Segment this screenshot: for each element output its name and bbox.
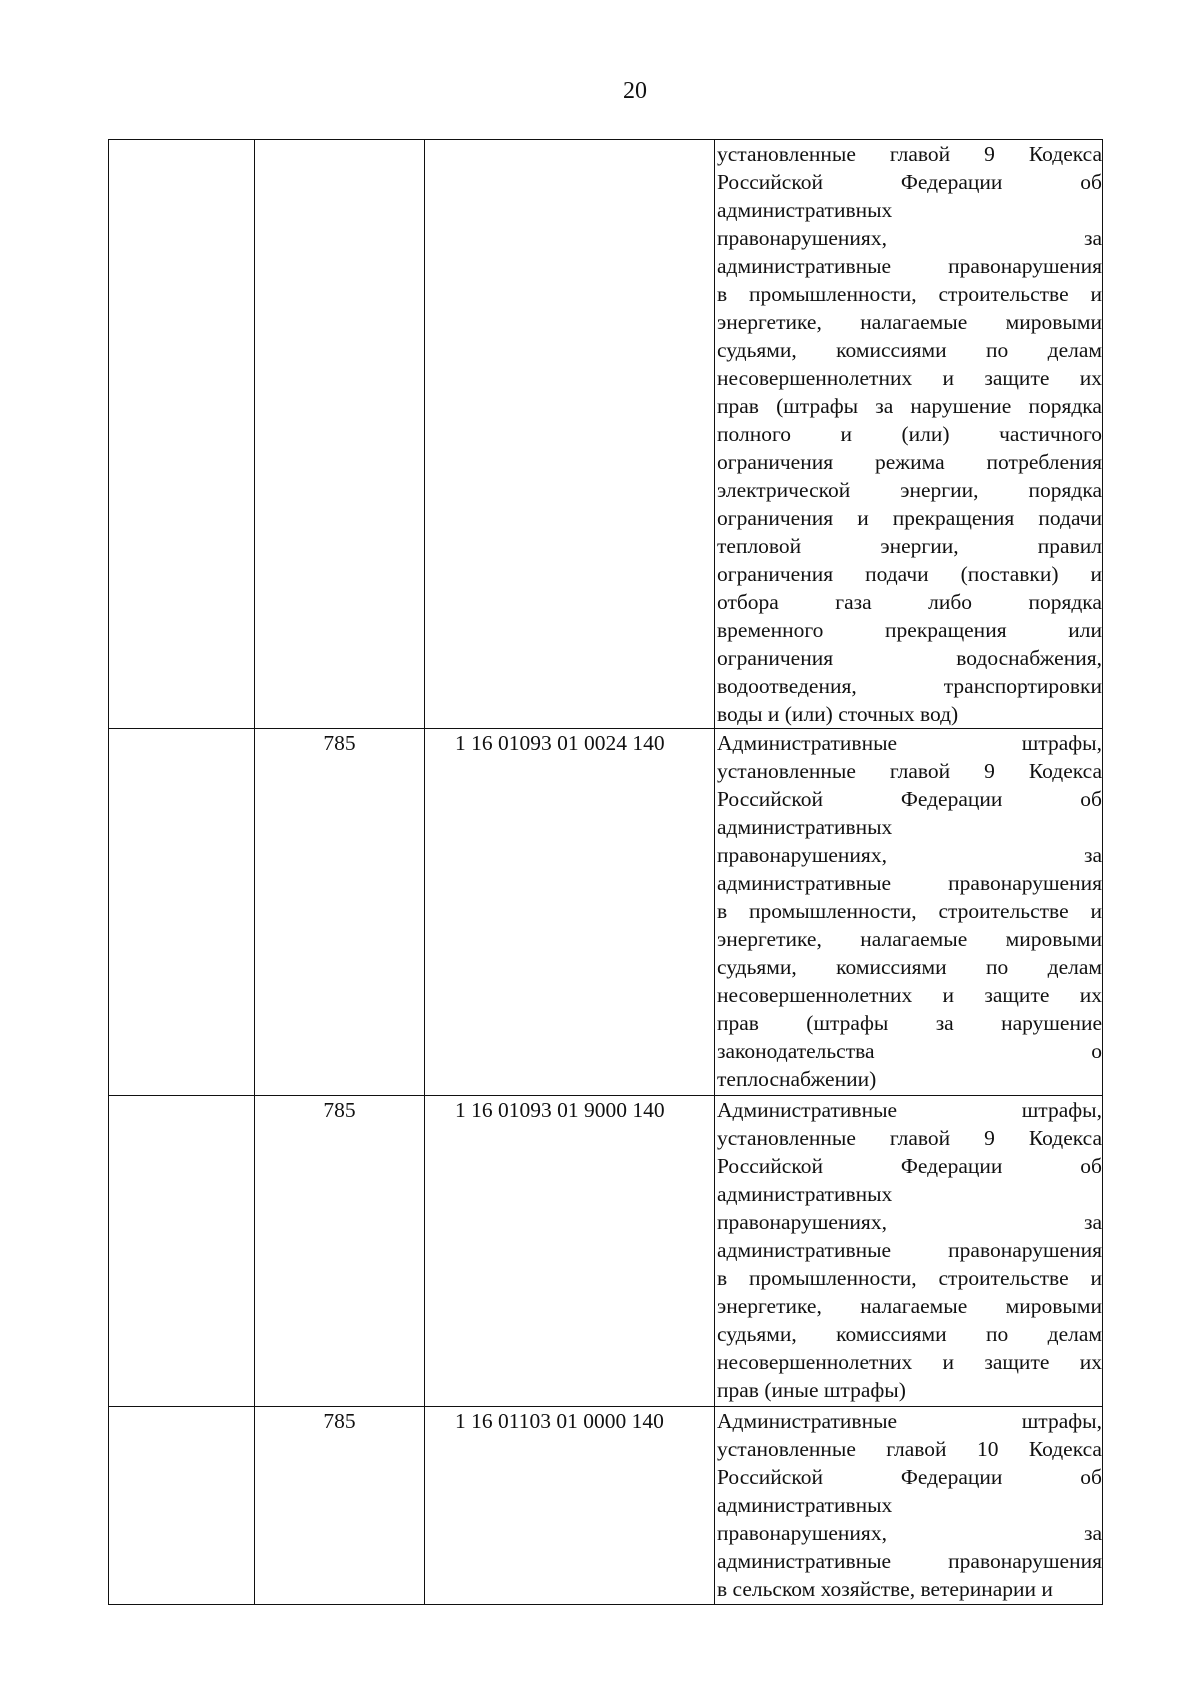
description-line: административные правонарушения — [717, 254, 1102, 278]
description-line: установленные главой 9 Кодекса — [717, 142, 1102, 166]
chapter-code-cell — [255, 140, 425, 729]
description-line: административные правонарушения — [717, 1549, 1102, 1573]
description-cell — [715, 729, 1103, 1096]
description-line: установленные главой 9 Кодекса — [717, 1126, 1102, 1150]
description-line: энергетике, налагаемые мировыми — [717, 1294, 1102, 1318]
description-line: несовершеннолетних и защите их — [717, 366, 1102, 390]
table-body — [109, 140, 1103, 1605]
description-line: воды и (или) сточных вод) — [717, 702, 959, 726]
description-line: Российской Федерации об — [717, 1465, 1102, 1489]
description-line: теплоснабжении) — [717, 1067, 877, 1091]
description-line: правонарушениях, за — [717, 843, 1102, 867]
description-line: Административные штрафы, — [717, 1409, 1102, 1433]
description-line: судьями, комиссиями по делам — [717, 1322, 1102, 1346]
description-line: отбора газа либо порядка — [717, 590, 1102, 614]
page-number: 20 — [623, 78, 647, 104]
description-line: правонарушениях, за — [717, 1210, 1102, 1234]
budget-code-cell — [425, 140, 715, 729]
description-line: прав (иные штрафы) — [717, 1378, 906, 1402]
description-line: прав (штрафы за нарушение — [717, 1011, 1102, 1035]
fines-table — [108, 139, 1103, 1605]
description-line: временного прекращения или — [717, 618, 1102, 642]
description-line: тепловой энергии, правил — [717, 534, 1102, 558]
description-cell — [715, 1407, 1103, 1605]
empty-cell — [109, 1407, 255, 1605]
description-line: электрической энергии, порядка — [717, 478, 1102, 502]
description-line: в промышленности, строительстве и — [717, 282, 1102, 306]
budget-code-cell: 1 16 01093 01 0024 140 — [425, 729, 715, 1096]
table-row — [109, 140, 1103, 729]
description-cell — [715, 1096, 1103, 1407]
description-line: Российской Федерации об — [717, 170, 1102, 194]
description-line: правонарушениях, за — [717, 1521, 1102, 1545]
description-line: в промышленности, строительстве и — [717, 1266, 1102, 1290]
description-line: в промышленности, строительстве и — [717, 899, 1102, 923]
description-line: административных — [717, 1182, 893, 1206]
empty-cell — [109, 729, 255, 1096]
description-line: Административные штрафы, — [717, 1098, 1102, 1122]
description-line: прав (штрафы за нарушение порядка — [717, 394, 1102, 418]
description-line: Российской Федерации об — [717, 787, 1102, 811]
description-line: несовершеннолетних и защите их — [717, 1350, 1102, 1374]
description-line: административных — [717, 1493, 893, 1517]
table-row — [109, 729, 1103, 1096]
table-row — [109, 1407, 1103, 1605]
description-line: энергетике, налагаемые мировыми — [717, 927, 1102, 951]
description-line: законодательства о — [717, 1039, 1102, 1063]
chapter-code-cell: 785 — [255, 729, 425, 1096]
description-line: судьями, комиссиями по делам — [717, 338, 1102, 362]
description-line: полного и (или) частичного — [717, 422, 1102, 446]
description-line: водоотведения, транспортировки — [717, 674, 1102, 698]
empty-cell — [109, 1096, 255, 1407]
empty-cell — [109, 140, 255, 729]
budget-code-cell: 1 16 01103 01 0000 140 — [425, 1407, 715, 1605]
description-line: административные правонарушения — [717, 1238, 1102, 1262]
description-line: административные правонарушения — [717, 871, 1102, 895]
description-cell — [715, 140, 1103, 729]
description-line: установленные главой 9 Кодекса — [717, 759, 1102, 783]
description-line: в сельском хозяйстве, ветеринарии и — [717, 1577, 1053, 1601]
description-line: правонарушениях, за — [717, 226, 1102, 250]
chapter-code-cell: 785 — [255, 1407, 425, 1605]
description-line: административных — [717, 815, 893, 839]
description-line: ограничения водоснабжения, — [717, 646, 1102, 670]
description-line: ограничения и прекращения подачи — [717, 506, 1102, 530]
description-line: административных — [717, 198, 893, 222]
chapter-code-cell: 785 — [255, 1096, 425, 1407]
table-row — [109, 1096, 1103, 1407]
description-line: энергетике, налагаемые мировыми — [717, 310, 1102, 334]
description-line: установленные главой 10 Кодекса — [717, 1437, 1102, 1461]
description-line: несовершеннолетних и защите их — [717, 983, 1102, 1007]
budget-code-cell: 1 16 01093 01 9000 140 — [425, 1096, 715, 1407]
description-line: ограничения подачи (поставки) и — [717, 562, 1102, 586]
description-line: ограничения режима потребления — [717, 450, 1102, 474]
description-line: Российской Федерации об — [717, 1154, 1102, 1178]
description-line: судьями, комиссиями по делам — [717, 955, 1102, 979]
description-line: Административные штрафы, — [717, 731, 1102, 755]
